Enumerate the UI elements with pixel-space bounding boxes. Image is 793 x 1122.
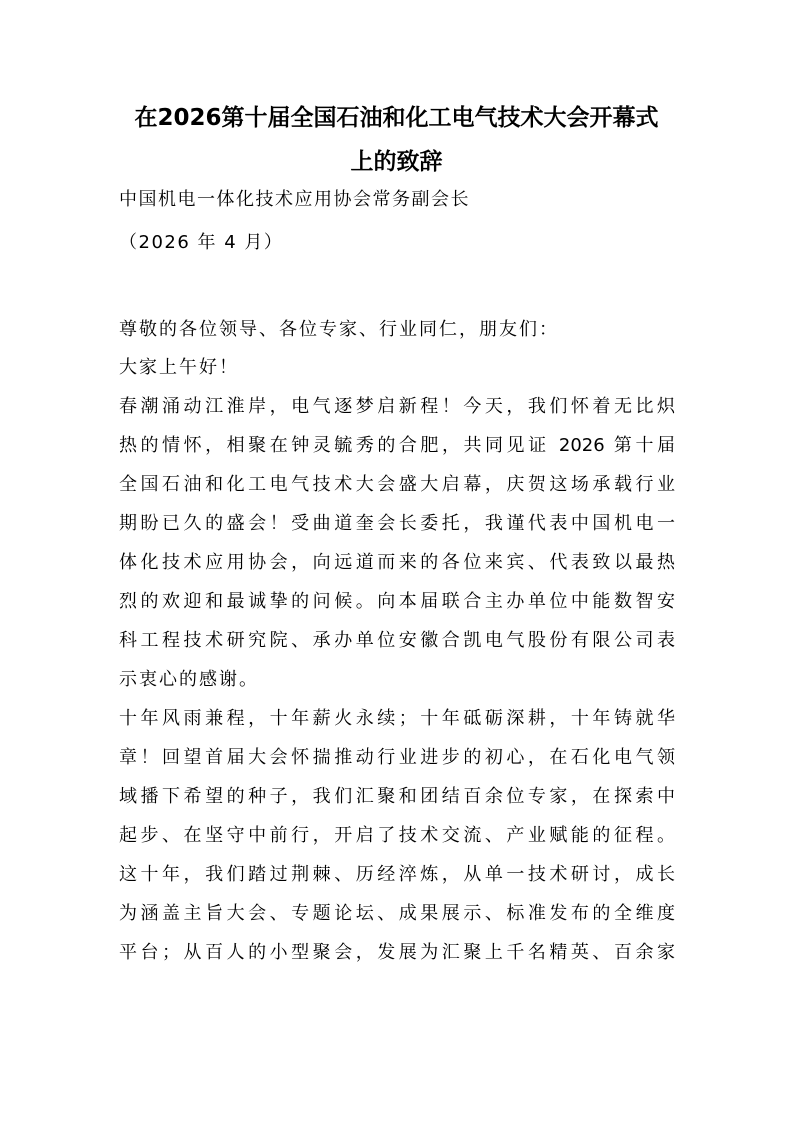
paragraph-1-line: 期盼已久的盛会！受曲道奎会长委托，我谨代表中国机电一 — [119, 513, 675, 534]
salutation: 尊敬的各位领导、各位专家、行业同仁，朋友们： — [119, 319, 559, 340]
paragraph-2-line: 起步、在坚守中前行，开启了技术交流、产业赋能的征程。 — [119, 825, 675, 846]
paragraph-1-line: 科工程技术研究院、承办单位安徽合凯电气股份有限公司表 — [119, 630, 675, 651]
paragraph-1-line: 全国石油和化工电气技术大会盛大启幕，庆贺这场承载行业 — [119, 474, 675, 495]
document-title-line-2: 上的致辞 — [350, 149, 443, 175]
date-line: （2026 年 4 月） — [119, 232, 284, 253]
paragraph-2-line: 为涵盖主旨大会、专题论坛、成果展示、标准发布的全维度 — [119, 903, 675, 924]
greeting: 大家上午好！ — [119, 357, 239, 378]
paragraph-1-line: 体化技术应用协会，向远道而来的各位来宾、代表致以最热 — [119, 552, 675, 573]
paragraph-1-line: 春潮涌动江淮岸，电气逐梦启新程！今天，我们怀着无比炽 — [119, 396, 675, 417]
document-title-line-1: 在2026第十届全国石油和化工电气技术大会开幕式 — [134, 105, 659, 131]
paragraph-2-line: 平台；从百人的小型聚会，发展为汇聚上千名精英、百余家 — [119, 942, 675, 963]
paragraph-2-line: 章！回望首届大会怀揣推动行业进步的初心，在石化电气领 — [119, 747, 675, 768]
paragraph-2-line: 十年风雨兼程，十年薪火永续；十年砥砺深耕，十年铸就华 — [119, 708, 675, 729]
paragraph-1-line: 示衷心的感谢。 — [119, 669, 259, 690]
paragraph-2-line: 这十年，我们踏过荆棘、历经淬炼，从单一技术研讨，成长 — [119, 864, 675, 885]
paragraph-2-line: 域播下希望的种子，我们汇聚和团结百余位专家，在探索中 — [119, 786, 675, 807]
author-line: 中国机电一体化技术应用协会常务副会长 — [119, 189, 470, 210]
paragraph-1-line: 热的情怀，相聚在钟灵毓秀的合肥，共同见证 2026 第十届 — [119, 435, 675, 456]
paragraph-1-line: 烈的欢迎和最诚挚的问候。向本届联合主办单位中能数智安 — [119, 591, 675, 612]
